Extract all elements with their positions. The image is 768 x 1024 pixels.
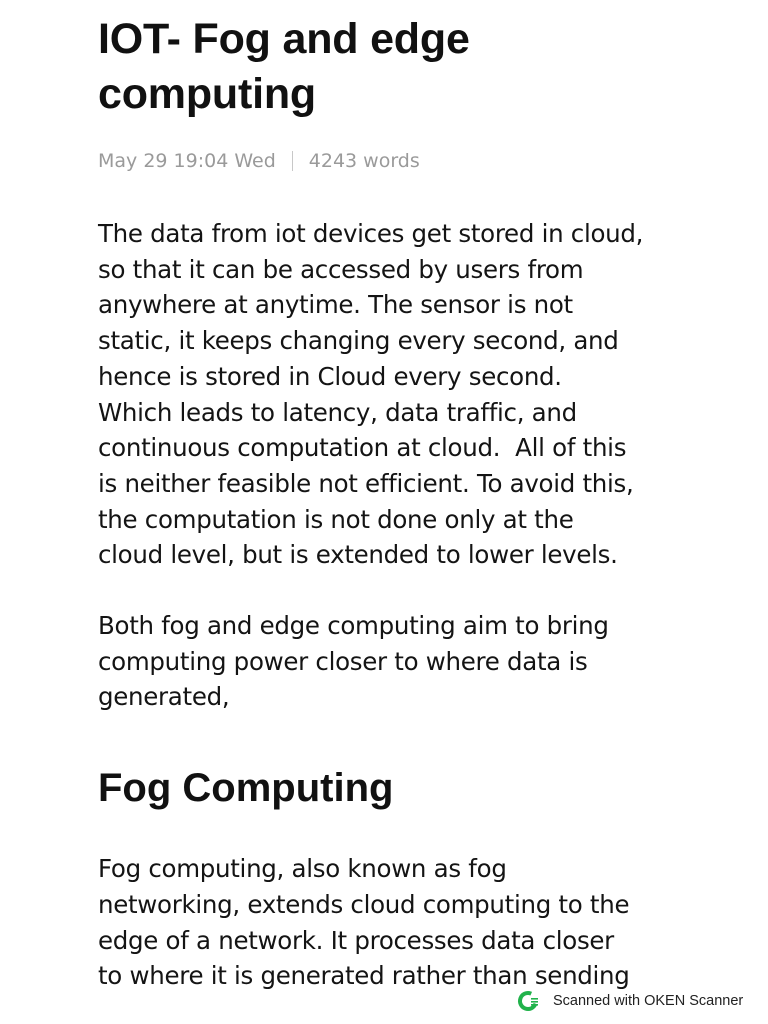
paragraph-line: generated, [98,682,230,712]
paragraph-line: networking, extends cloud computing to the [98,889,630,919]
title-line: computing [98,70,316,118]
paragraph-line: so that it can be accessed by users from [98,254,584,284]
paragraph-line: cloud level, but is extended to lower levels. [98,540,618,570]
paragraph-line: computing power closer to where data is [98,646,588,676]
paragraph-line: edge of a network. It processes data closer [98,925,614,955]
paragraph-line: Both fog and edge computing aim to bring [98,611,609,641]
paragraph-line: static, it keeps changing every second, and [98,326,619,356]
word-count: 4243 words [308,150,420,172]
paragraph-line: The data from iot devices get stored in cloud, [98,219,644,248]
scanner-text: Scanned with OKEN Scanner [553,993,744,1009]
oken-scanner-logo-icon [517,990,539,1012]
paragraph-line: to where it is generated rather than sending [98,961,630,991]
paragraph-fog-edge [98,608,698,715]
section-heading-fog-computing: Fog Computing [98,766,394,811]
paragraph-line: hence is stored in Cloud every second. [98,361,562,391]
meta-divider [292,151,293,171]
paragraph-line: anywhere at anytime. The sensor is not [98,290,573,320]
title-line: IOT- Fog and edge [98,15,470,63]
scanner-watermark [517,990,743,1012]
document-meta [98,146,698,176]
paragraph-intro [98,216,698,573]
paragraph-line: is neither feasible not efficient. To avoid this, [98,468,634,498]
paragraph-line: continuous computation at cloud. All of this [98,433,627,463]
paragraph-line: Fog computing, also known as fog [98,854,507,884]
paragraph-line: Which leads to latency, data traffic, and [98,397,577,427]
document-content [98,12,698,994]
document-title [98,12,698,122]
paragraph-line: the computation is not done only at the [98,504,574,534]
paragraph-fog-computing [98,851,698,994]
document-date: May 29 19:04 Wed [98,150,276,172]
